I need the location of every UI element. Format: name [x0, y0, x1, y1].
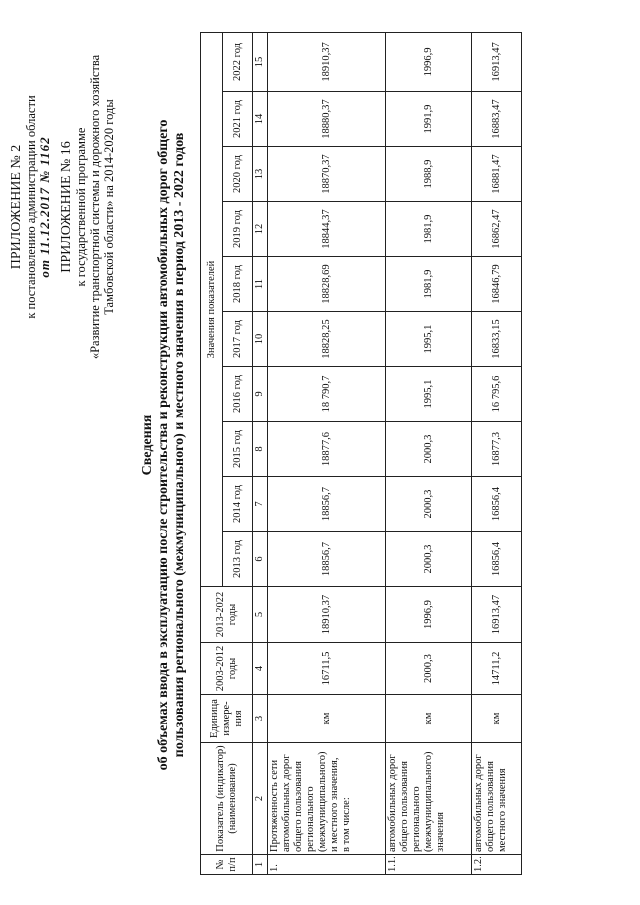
row-value-2013-2022: 18910,37 — [268, 587, 386, 643]
row-year-value: 16877,3 — [472, 422, 522, 477]
column-number: 2 — [253, 743, 268, 855]
title-line2: об объемах ввода в эксплуатацию после строительства и реконструкции автомобильных дорог общего — [156, 119, 171, 771]
column-number: 10 — [253, 312, 268, 367]
appendix-16-title: ПРИЛОЖЕНИЕ № 16 — [59, 141, 74, 273]
row-value-2003-2012: 2000,3 — [386, 643, 472, 695]
row-year-value: 16856,4 — [472, 532, 522, 587]
row-year-value: 18856,7 — [268, 532, 386, 587]
header-year: 2015 год — [223, 422, 253, 477]
appendix-16-line1: к государственной программе — [74, 127, 88, 287]
table-row — [268, 32, 386, 874]
column-number: 5 — [253, 587, 268, 643]
header-year: 2020 год — [223, 147, 253, 202]
title-line1: Сведения — [140, 414, 155, 476]
header-year: 2022 год — [223, 32, 253, 91]
header-num: № п/п — [201, 855, 253, 875]
row-unit: км — [268, 695, 386, 743]
appendix-16-line3: Тамбовской области» на 2014-2020 годы — [102, 99, 116, 315]
row-year-value: 18877,6 — [268, 422, 386, 477]
row-indicator-text: Протяженность сети автомобильных дорог общего пользования регионального (межмуниципального) и местного значения, — [269, 751, 340, 852]
row-year-value: 16913,47 — [472, 32, 522, 91]
column-number: 14 — [253, 92, 268, 147]
row-year-value: 16862,47 — [472, 202, 522, 257]
appendix-2-block — [10, 42, 52, 372]
row-year-value: 1995,1 — [386, 312, 472, 367]
row-year-value: 2000,3 — [386, 532, 472, 587]
handwritten-date-number: от 11.12.2017 № 1162 — [37, 136, 52, 278]
column-number-row — [253, 32, 268, 874]
row-number: 1.1. — [386, 855, 472, 875]
header-period-2013-2022: 2013-2022 годы — [201, 587, 253, 643]
column-number: 9 — [253, 367, 268, 422]
row-year-value: 18844,37 — [268, 202, 386, 257]
row-year-value: 16 795,6 — [472, 367, 522, 422]
row-year-value: 18 790,7 — [268, 367, 386, 422]
header-period-2003-2012: 2003-2012 годы — [201, 643, 253, 695]
row-year-value: 1981,9 — [386, 257, 472, 312]
row-year-value: 1995,1 — [386, 367, 472, 422]
row-year-value: 16883,47 — [472, 92, 522, 147]
row-year-value: 18870,37 — [268, 147, 386, 202]
row-year-value: 2000,3 — [386, 477, 472, 532]
header-unit: Единица измере-ния — [201, 695, 253, 743]
row-year-value: 18856,7 — [268, 477, 386, 532]
appendix-2-line: к постановлению администрации области — [24, 95, 38, 319]
header-year: 2018 год — [223, 257, 253, 312]
header-year: 2016 год — [223, 367, 253, 422]
row-number: 1. — [268, 855, 386, 875]
column-number: 8 — [253, 422, 268, 477]
appendix-16-line2: «Развитие транспортной системы и дорожного хозяйства — [88, 54, 102, 360]
row-indicator-name: автомобильных дорог общего пользования местного значения — [472, 743, 522, 855]
header-year: 2014 год — [223, 477, 253, 532]
row-year-value: 16846,79 — [472, 257, 522, 312]
row-value-2003-2012: 14711,2 — [472, 643, 522, 695]
column-number: 6 — [253, 532, 268, 587]
row-value-2003-2012: 16711,5 — [268, 643, 386, 695]
row-unit: км — [472, 695, 522, 743]
row-indicator-name — [268, 743, 386, 855]
row-year-value: 1988,9 — [386, 147, 472, 202]
row-year-value: 16881,47 — [472, 147, 522, 202]
appendix-16-block — [60, 42, 116, 372]
row-value-2013-2022: 1996,9 — [386, 587, 472, 643]
row-year-value: 16856,4 — [472, 477, 522, 532]
column-number: 7 — [253, 477, 268, 532]
row-year-value: 18828,25 — [268, 312, 386, 367]
row-indicator-subtext: в том числе: — [341, 797, 352, 852]
column-number: 13 — [253, 147, 268, 202]
header-year: 2013 год — [223, 532, 253, 587]
column-number: 4 — [253, 643, 268, 695]
column-number: 15 — [253, 32, 268, 91]
row-year-value: 1981,9 — [386, 202, 472, 257]
row-year-value: 1991,9 — [386, 92, 472, 147]
appendix-2-title: ПРИЛОЖЕНИЕ № 2 — [9, 144, 24, 270]
row-year-value: 18910,37 — [268, 32, 386, 91]
header-indicator: Показатель (индикатор) (наименование) — [201, 743, 253, 855]
row-year-value: 2000,3 — [386, 422, 472, 477]
document-title — [140, 15, 188, 875]
row-unit: км — [386, 695, 472, 743]
indicator-table — [200, 32, 522, 875]
table-row — [472, 32, 522, 874]
row-number: 1.2. — [472, 855, 522, 875]
column-number: 12 — [253, 202, 268, 257]
row-year-value: 18880,37 — [268, 92, 386, 147]
row-year-value: 1996,9 — [386, 32, 472, 91]
header-values-group: Значения показателей — [201, 32, 223, 586]
row-indicator-name: автомобильных дорог общего пользования регионального (межмуниципального) значения — [386, 743, 472, 855]
header-year: 2021 год — [223, 92, 253, 147]
column-number: 1 — [253, 855, 268, 875]
header-year: 2017 год — [223, 312, 253, 367]
row-year-value: 16833,15 — [472, 312, 522, 367]
column-number: 11 — [253, 257, 268, 312]
row-value-2013-2022: 16913,47 — [472, 587, 522, 643]
title-line3: пользования регионального (межмуниципального) и местного значения в период 2013 - 2022 годов — [172, 132, 187, 758]
column-number: 3 — [253, 695, 268, 743]
table-row — [386, 32, 472, 874]
header-year: 2019 год — [223, 202, 253, 257]
row-year-value: 18828,69 — [268, 257, 386, 312]
